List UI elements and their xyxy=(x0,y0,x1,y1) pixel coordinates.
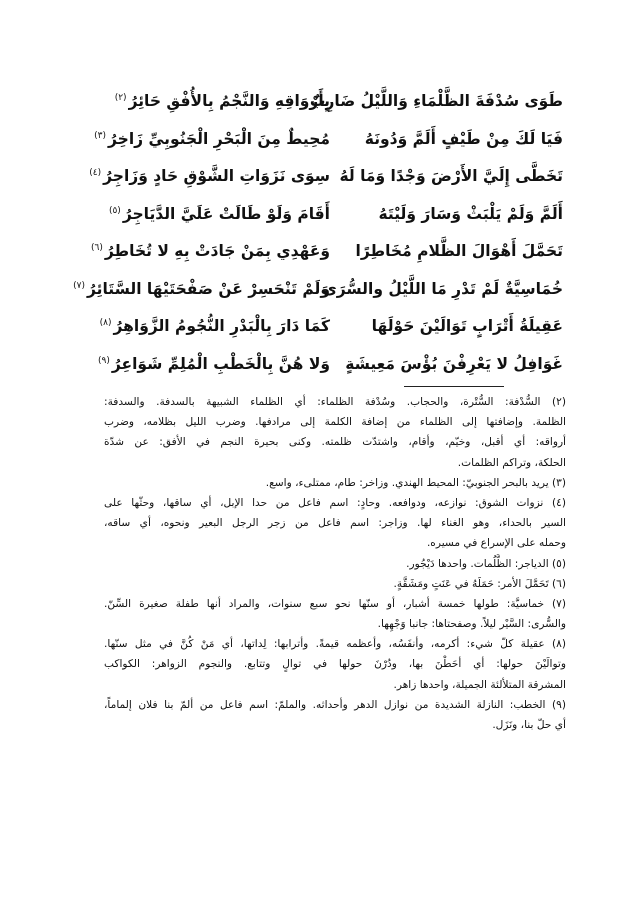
verse-row xyxy=(73,268,563,306)
verse-row xyxy=(94,118,563,156)
footnote-mark: (٤) xyxy=(89,168,102,178)
poem xyxy=(73,80,563,380)
verse-first-hemistich: فَيَا لَكَ مِنْ طَيْفٍ أَلَمَّ وَدُونَهُ xyxy=(364,129,563,148)
verse-second-text: بِأَرْوَاقِهِ وَالنَّجْمُ بِالأُفْقِ حَائِرُ xyxy=(128,92,330,111)
verse-second-hemistich xyxy=(73,268,330,308)
footnote-mark: (٨) xyxy=(99,318,112,328)
verse-row xyxy=(108,193,563,231)
verse-first-hemistich: غَوَافِلُ لا يَعْرِفْنَ بُؤْسَ مَعِيشَةٍ xyxy=(345,354,563,373)
verse-second-text: وَلا هُنَّ بِالْخَطْبِ الْمُلِمِّ شَوَاعِرُ xyxy=(111,354,330,373)
footnote-line: وحمله على الإسراع في مسيره. xyxy=(426,537,566,550)
verse-second-text: سِوَى نَزَوَاتِ الشَّوْقِ حَادٍ وَزَاجِرُ xyxy=(103,167,330,186)
footnote-line: (٢) السُّدْفة: السُّتْرة، والحجاب. وسُدْفة الظلماء: أي الظلماء الشبيهة بالسدفة. والسدفة: xyxy=(104,396,566,408)
footnote-line: (٨) عقيلة كلّ شيء: أكرمه، وأنفَسُه، وأعظمه قيمةً. وأترابها: لِداتها، أي مَنْ كُنَّ في مثل سنّها. xyxy=(104,638,566,651)
verse-row xyxy=(98,343,563,381)
verse-second-hemistich xyxy=(108,193,330,233)
verse-row xyxy=(89,155,563,193)
footnote-line: (٤) نزوات الشوق: نوازعه، ودوافعه. وحادٍ: اسم فاعل من حدا الإبل، أي ساقها، وحثّها على xyxy=(104,496,566,509)
footnote-line: أرواقه: أي أقبل، وخيّم، وأقام، واشتدّت ظلمته. وكنى بحيرة النجم في الأفق: عن شدّة xyxy=(104,436,566,449)
verse-second-hemistich xyxy=(98,343,330,383)
footnote-line: الحلكة، وتراكم الظلمات. xyxy=(457,456,566,469)
verse-row xyxy=(108,80,563,118)
verse-second-text: مُحِيطٌ مِنَ الْبَحْرِ الْجَنُوبِيِّ زَاخِرُ xyxy=(108,129,330,148)
footnote-mark: (٩) xyxy=(98,355,110,366)
footnote-line: الظلمة. وإضافتها إلى الظلماء من إضافة الكلمة إلى مرادفها. وضرب الليل بظلامه، وضرب xyxy=(104,416,566,429)
footnote-mark: (٣) xyxy=(94,130,106,141)
verse-first-hemistich: عَقِيلَةُ أَتْرَابٍ تَوَالَيْنَ حَوْلَهَا xyxy=(371,317,563,336)
verse-second-text: أَقَامَ وَلَوْ طَالَتْ عَلَيَّ الدَّيَاجِرُ xyxy=(122,204,330,223)
verse-first-hemistich: تَحَمَّلَ أَهْوَالَ الظَّلامِ مُخَاطِرًا xyxy=(355,242,563,261)
footnote-mark: (٥) xyxy=(108,205,121,216)
verse-first-hemistich: خُمَاسِيَّةٌ لَمْ تَدْرِ مَا اللَّيْلُ والسُّرَى xyxy=(322,279,563,298)
footnote-line: (٩) الخطب: النازلة الشديدة من نوازل الدهر وأحداثه. والملمّ: اسم فاعل من ألمّ بنا فلان إلماماً، xyxy=(104,698,566,711)
footnote-mark: (٧) xyxy=(73,280,85,291)
verse-row xyxy=(91,230,563,268)
verse-first-hemistich: تَخَطَّى إِلَيَّ الأَرْضَ وَجْدًا وَمَا لَهُ xyxy=(339,167,563,186)
footnote-line: والسُّرى: السَّيْر ليلاً. وصفحتاها: جانبا وَجْهِها. xyxy=(377,618,566,631)
footnote-line: السير بالحداء، وهو الغناء لها. وزاجر: اسم فاعل من زجر الرجل البعير ونحوه، أي ساقه، xyxy=(104,517,566,530)
verse-second-hemistich xyxy=(108,80,330,120)
footnotes xyxy=(104,392,566,735)
verse-second-hemistich xyxy=(94,118,330,158)
verse-row xyxy=(99,305,563,343)
footnote-divider xyxy=(404,386,504,387)
verse-second-text: وَعَهْدِي بِمَنْ جَادَتْ بِهِ لا تُخَاطِرُ xyxy=(104,242,330,261)
footnote-line: أي حلّ بنا، ونَزَل. xyxy=(492,719,566,731)
footnote-line: (٣) يريد بالبحر الجنوبيّ: المحيط الهندي. وزاخر: طام، ممتلىء، واسع. xyxy=(265,476,566,489)
footnote-mark: (٢) xyxy=(114,93,127,103)
footnote-mark: (٦) xyxy=(91,243,103,253)
verse-first-hemistich: أَلَمَّ وَلَمْ يَلْبَثْ وَسَارَ وَلَيْتَهُ xyxy=(378,204,563,223)
verse-first-hemistich: طَوَى سُدْفَةَ الظَّلْمَاءِ وَاللَّيْلُ ضَارِبٌ xyxy=(309,92,563,111)
verse-second-hemistich xyxy=(91,230,330,270)
verse-second-hemistich xyxy=(89,155,330,195)
footnote-line: (٥) الدياجر: الظُّلُمات. واحدها دَيْجُور. xyxy=(406,557,566,570)
footnote-line: المشرقة المتلألئة الجميلة، واحدها زاهر. xyxy=(393,678,566,691)
verse-second-text: وَلَمْ تَنْحَسِرْ عَنْ صَفْحَتَيْهَا السَّتَائِرُ xyxy=(87,279,330,298)
verse-second-hemistich xyxy=(99,305,330,345)
footnote-line: وتوالَيْنَ حولها: أي أحَطْنَ بها، ودُرْنَ حولها في توالٍ وتتابع. والنجوم الزواهر: الكواكب xyxy=(104,658,566,671)
footnote-line: (٧) خماسيَّة: طولها خمسة أشبار، أو سنّها نحو سبع سنوات، والمراد أنها طفلة صغيرة السِّنّ. xyxy=(104,597,566,610)
footnote-line: (٦) تَحَمَّلَ الأمر: حَمَلَهُ في عَنَتٍ ومَشَقَّةٍ. xyxy=(393,577,566,590)
verse-second-text: كَمَا دَارَ بِالْبَدْرِ النُّجُومُ الزَّوَاهِرُ xyxy=(113,317,330,336)
